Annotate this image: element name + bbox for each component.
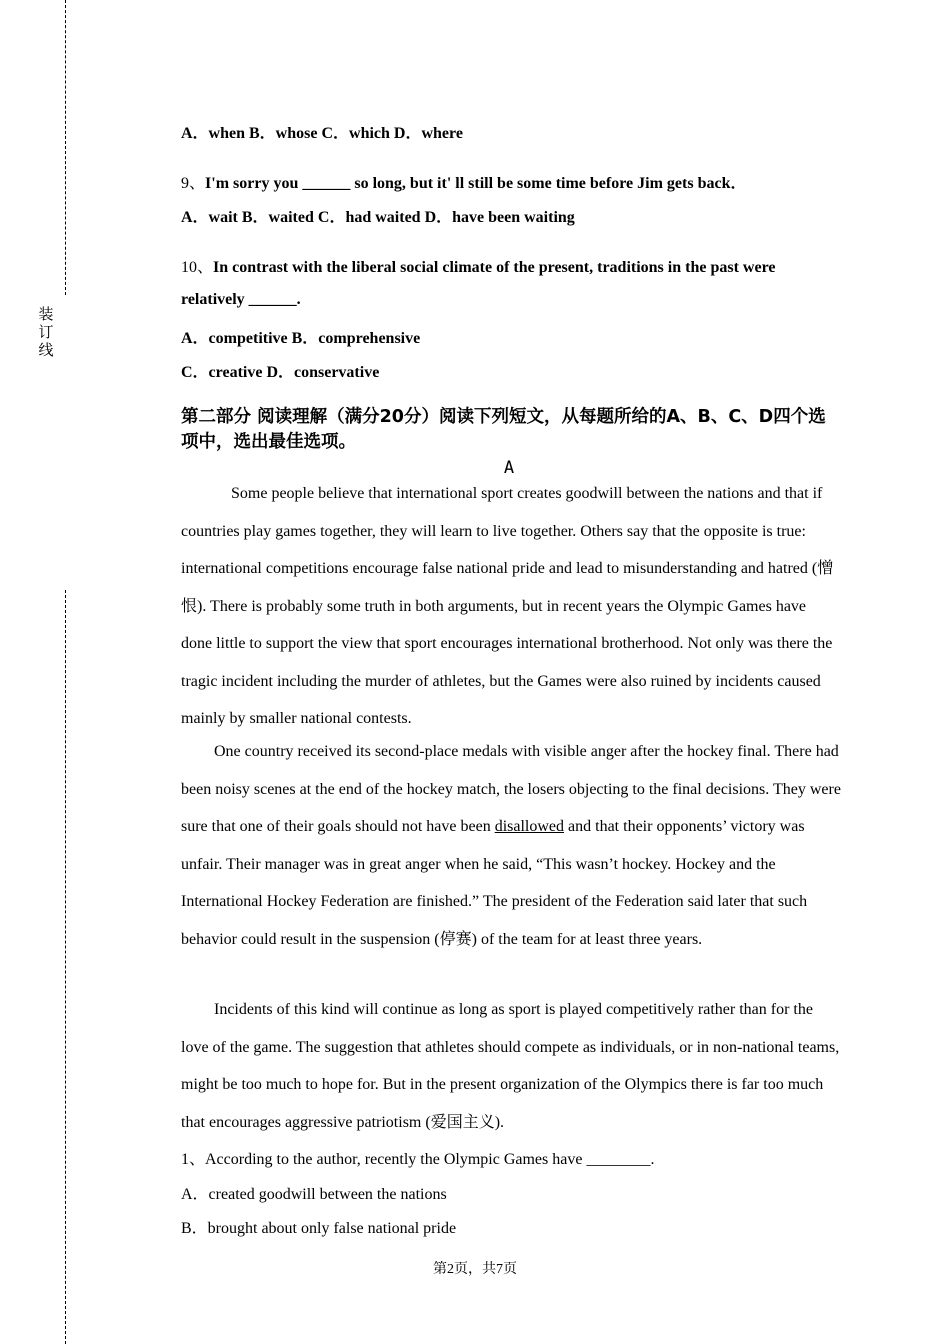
paragraph-2-text-before: One country received its second-place medals with visible anger after the hockey final. There had been noisy scenes at the end of the hockey match, the losers objecting to the final decisions. They were sure that one of their goals should not have been: [181, 743, 841, 835]
q9-options: A．wait B．waited C．had waited D．have been waiting: [181, 209, 575, 226]
q10-stem-line2: relatively ______.: [181, 291, 301, 308]
passage-paragraph-1: Some people believe that international sport creates goodwill between the nations and that if countries play games together, they will learn to live together. Others say that the opposite is true: international competitions encourage false national pride and lead to misunderstanding and hatred (憎恨). There is probably some truth in both arguments, but in recent years the Olympic Games have done little to support the view that sport encourages international brotherhood. Not only was there the tragic incident including the murder of athletes, but the Games were also ruined by incidents caused mainly by smaller national contests.: [181, 485, 834, 727]
binding-line-bottom: [65, 590, 66, 1344]
q9-number: 9、: [181, 175, 206, 192]
reading-q1-option-b: B．brought about only false national pride: [181, 1220, 457, 1237]
binding-line-top: [65, 0, 66, 295]
passage-letter: A: [503, 458, 515, 478]
reading-q1-option-a: A．created goodwill between the nations: [181, 1186, 447, 1203]
q8-options: A．when B．whose C．which D．where: [181, 125, 463, 142]
binding-line-label: 装订线: [38, 305, 54, 359]
reading-q1-stem: 1、According to the author, recently the Olympic Games have ________.: [181, 1151, 655, 1168]
page-footer: 第2页，共7页: [433, 1262, 517, 1277]
passage-paragraph-2: [181, 733, 841, 958]
q10-stem-line1: [181, 254, 775, 277]
q10-options-line2: C．creative D．conservative: [181, 364, 380, 381]
section-title: 第二部分 阅读理解（满分20分）阅读下列短文，从每题所给的A、B、C、D四个选项中，选出最佳选项。: [181, 407, 826, 452]
q9-stem-text: I'm sorry you ______ so long, but it' ll still be some time before Jim gets back．: [205, 175, 747, 192]
q10-options-line1: A．competitive B．comprehensive: [181, 330, 421, 347]
underlined-word: disallowed: [494, 818, 565, 835]
paragraph-2-text-after: and that their opponents’ victory was unfair. Their manager was in great anger when he said, “This wasn’t hockey. Hockey and the International Hockey Federation are finished.” The president of the Federation said later that such behavior could result in the suspension (停赛) of the team for at least three years.: [181, 818, 808, 948]
q10-number: 10、: [181, 259, 214, 276]
q10-stem-text: In contrast with the liberal social climate of the present, traditions in the past were: [213, 259, 776, 276]
passage-paragraph-3: Incidents of this kind will continue as long as sport is played competitively rather than for the love of the game. The suggestion that athletes should compete as individuals, or in non-national teams, might be too much to hope for. But in the present organization of the Olympics there is far too much that encourages aggressive patriotism (爱国主义).: [181, 1001, 840, 1131]
q9-stem: [181, 170, 746, 193]
